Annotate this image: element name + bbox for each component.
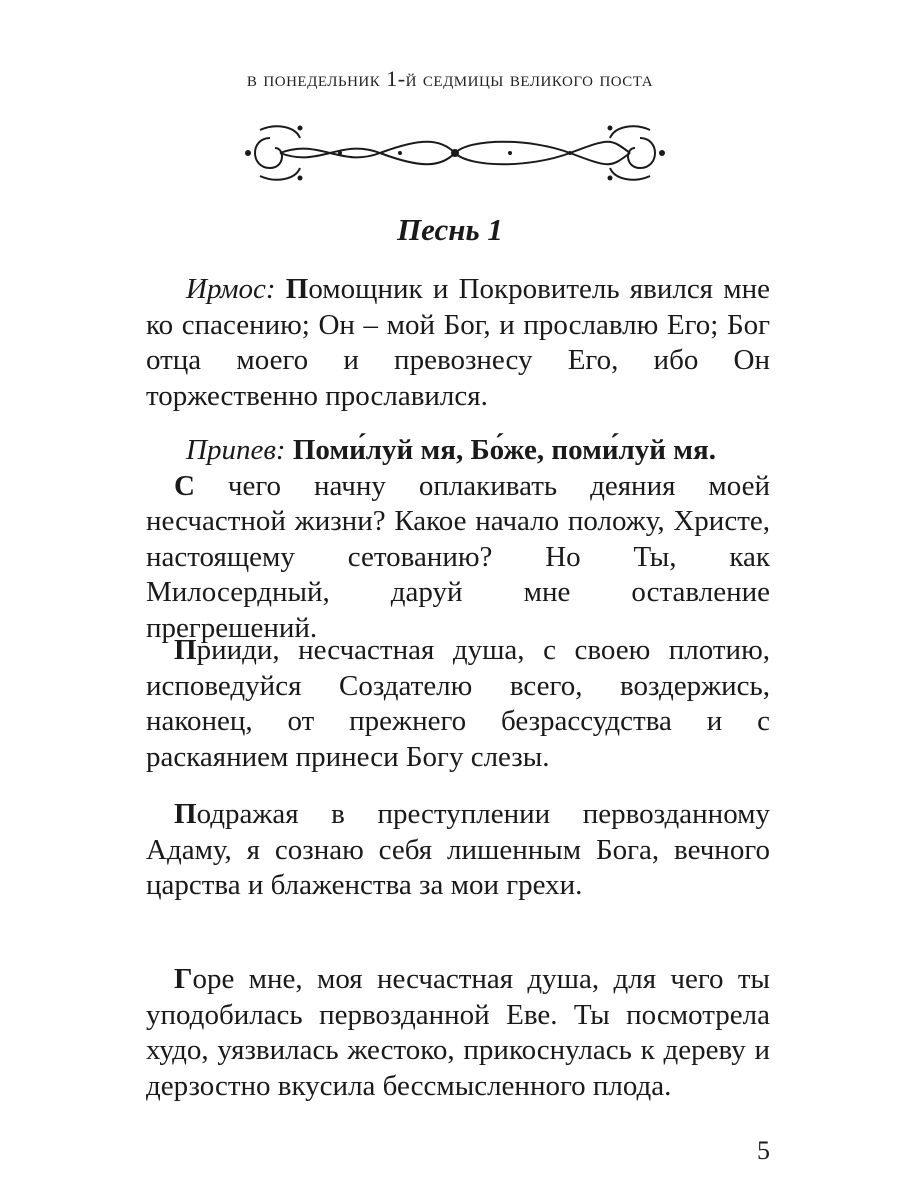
page-number: 5 (757, 1136, 770, 1165)
refrain-label: Припев: (186, 434, 286, 466)
irmos-label: Ирмос: (186, 273, 276, 305)
troparion-text: одражая в преступлении первозданному Адаму, я сознаю себя лишенным Бога, вечного царства и блаженства за мои грехи. (146, 798, 770, 901)
troparion-text: оре мне, моя несчастная душа, для чего ты уподобилась первозданной Еве. Ты посмотрела худо, уязвилась жестоко, прикоснулась к дереву и дерзостно вкусила бессмысленного плода. (146, 963, 770, 1102)
troparion-4 (146, 962, 770, 1104)
drop-initial: П (285, 273, 309, 305)
refrain-text: Поми́луй мя, Бо́же, поми́луй мя. (292, 434, 716, 466)
drop-initial: Г (174, 963, 193, 995)
troparion-2 (146, 633, 770, 775)
irmos-paragraph (146, 272, 770, 414)
running-title: в понедельник 1-й седмицы великого поста (246, 66, 654, 91)
troparion-3 (146, 797, 770, 904)
troparion-text: чего начну оплакивать деяния моей несчастной жизни? Какое начало положу, Христе, настоящему сетованию? Но Ты, как Милосердный, даруй мне оставление прегрешений. (146, 469, 770, 644)
drop-initial: П (174, 798, 197, 830)
refrain-and-troparion-1 (146, 433, 770, 646)
irmos-text: омощник и Покровитель явился мне ко спасению; Он – мой Бог, и прославлю Его; Бог отца моего и превознесу Его, ибо Он торжественно прославился. (146, 273, 770, 412)
drop-initial: С (174, 469, 195, 502)
drop-initial: П (174, 634, 197, 666)
ornament-divider (240, 118, 670, 188)
troparion-text: рииди, несчастная душа, с своею плотию, исповедуйся Создателю всего, воздержись, наконец, от прежнего безрассудства и с раскаянием принеси Богу слезы. (146, 634, 770, 773)
song-title: Песнь 1 (397, 212, 503, 247)
